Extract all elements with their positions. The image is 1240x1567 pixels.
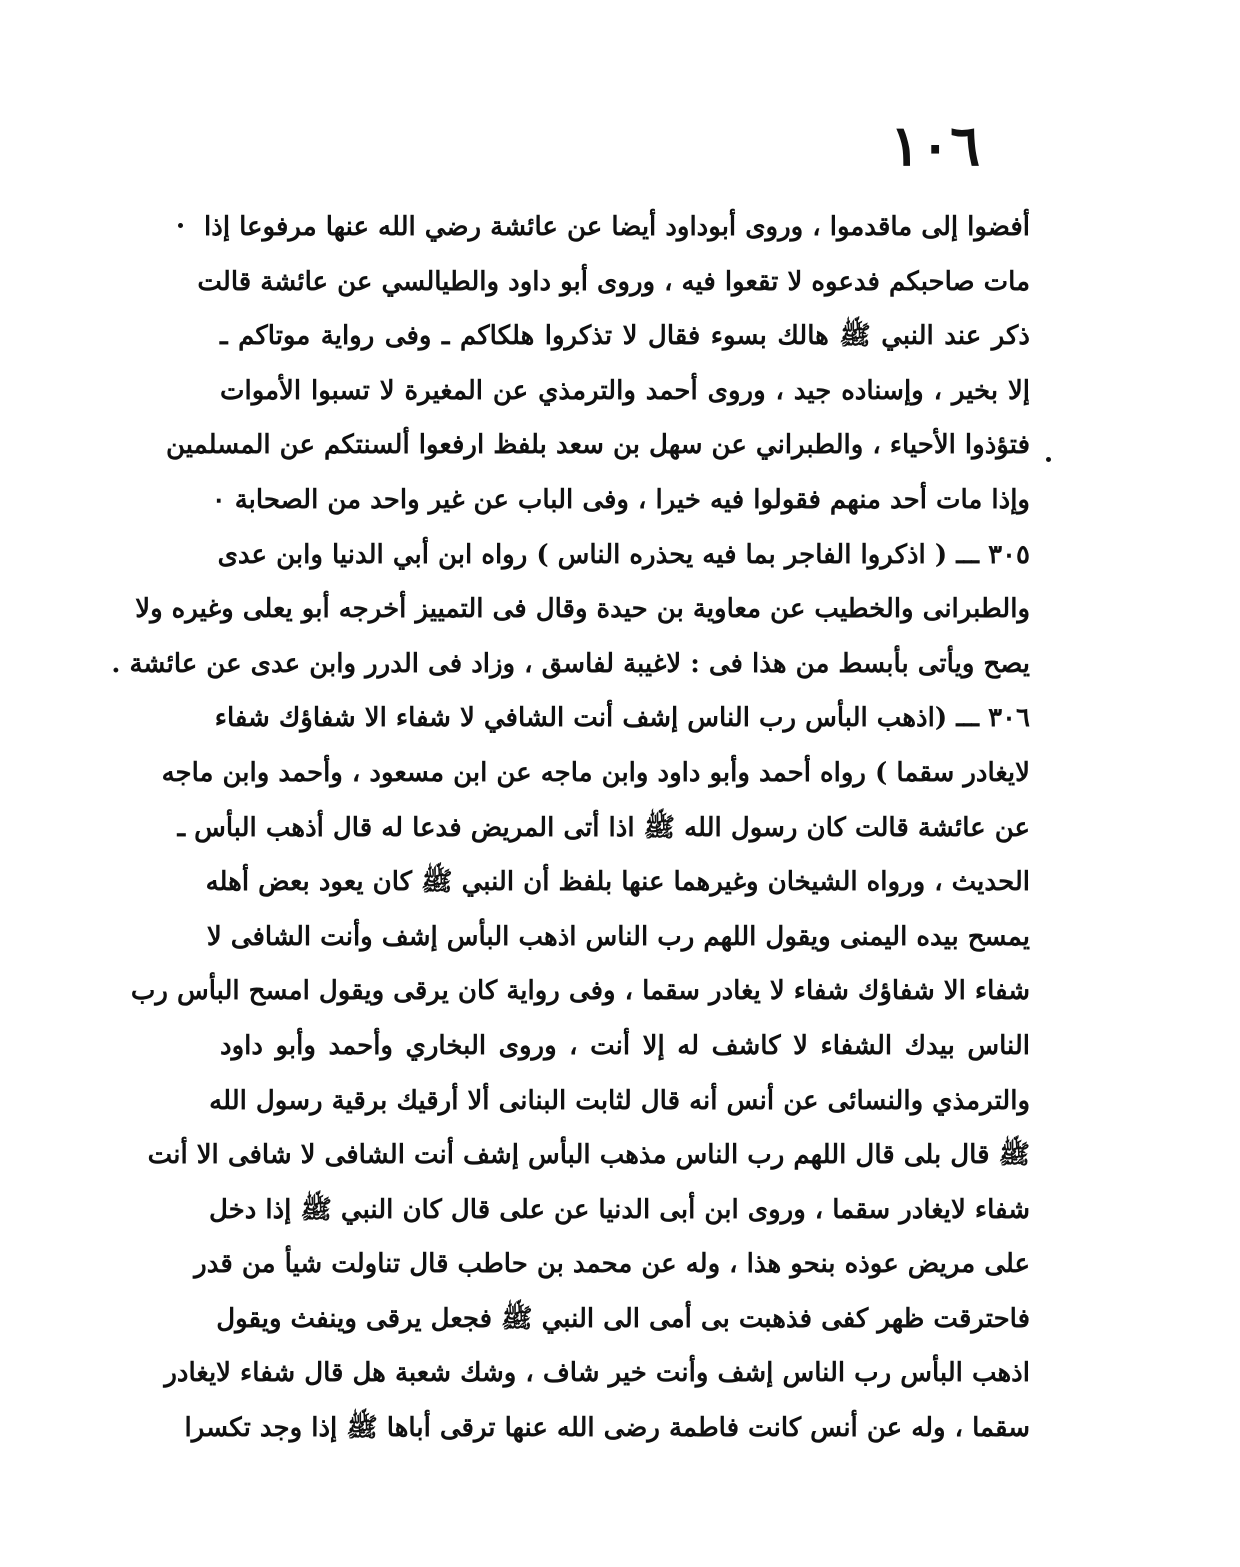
text-line: ﷺ قال بلى قال اللهم رب الناس مذهب البأس إشف أنت الشافى لا شافى الا أنت: [147, 1140, 1030, 1171]
text-line: فتؤذوا الأحياء ، والطبراني عن سهل بن سعد بلفظ ارفعوا ألسنتكم عن المسلمين: [165, 430, 1030, 461]
text-line: ٣٠٥ ـــ ( اذكروا الفاجر بما فيه يحذره الناس ) رواه ابن أبي الدنيا وابن عدى: [217, 539, 1030, 570]
text-line: والطبرانى والخطيب عن معاوية بن حيدة وقال فى التمييز أخرجه أبو يعلى وغيره ولا: [135, 594, 1030, 625]
text-line: على مريض عوذه بنحو هذا ، وله عن محمد بن حاطب قال تناولت شيأ من قدر: [194, 1249, 1030, 1280]
margin-dot: [1046, 457, 1051, 462]
text-line: الناس بيدك الشفاء لا كاشف له إلا أنت ، وروى البخاري وأحمد وأبو داود: [220, 1030, 1030, 1061]
text-line: ٣٠٦ ـــ (اذهب البأس رب الناس إشف أنت الشافي لا شفاء الا شفاؤك شفاء: [214, 703, 1030, 734]
text-line: الحديث ، ورواه الشيخان وغيرهما عنها بلفظ أن النبي ﷺ كان يعود بعض أهله: [205, 867, 1030, 898]
page-number: ١٠٦: [890, 113, 981, 179]
text-line: اذهب البأس رب الناس إشف وأنت خير شاف ، وشك شعبة هل قال شفاء لايغادر: [164, 1358, 1030, 1389]
margin-dot: [178, 223, 183, 228]
text-line: عن عائشة قالت كان رسول الله ﷺ اذا أتى المريض فدعا له قال أذهب البأس ـ: [177, 812, 1030, 843]
text-line: لايغادر سقما ) رواه أحمد وأبو داود وابن ماجه عن ابن مسعود ، وأحمد وابن ماجه: [161, 757, 1030, 788]
text-line: والترمذي والنسائى عن أنس أنه قال لثابت البنانى ألا أرقيك برقية رسول الله: [209, 1085, 1030, 1116]
text-line: شفاء الا شفاؤك شفاء لا يغادر سقما ، وفى رواية كان يرقى ويقول امسح البأس رب: [130, 976, 1030, 1007]
text-line: فاحترقت ظهر كفى فذهبت بى أمى الى النبي ﷺ فجعل يرقى وينفث ويقول: [216, 1303, 1030, 1334]
text-line: مات صاحبكم فدعوه لا تقعوا فيه ، وروى أبو داود والطيالسي عن عائشة قالت: [197, 266, 1030, 297]
text-line: يصح ويأتى بأبسط من هذا فى : لاغيبة لفاسق ، وزاد فى الدرر وابن عدى عن عائشة .: [111, 648, 1030, 679]
text-line: شفاء لايغادر سقما ، وروى ابن أبى الدنيا عن على قال كان النبي ﷺ إذا دخل: [208, 1194, 1030, 1225]
body-text: [111, 200, 1030, 1456]
text-line: أفضوا إلى ماقدموا ، وروى أبوداود أيضا عن عائشة رضي الله عنها مرفوعا إذا: [204, 212, 1030, 242]
text-line: ذكر عند النبي ﷺ هالك بسوء فقال لا تذكروا هلكاكم ـ وفى رواية موتاكم ـ: [220, 321, 1030, 352]
text-line: وإذا مات أحد منهم فقولوا فيه خيرا ، وفى الباب عن غير واحد من الصحابة ٠: [211, 484, 1030, 515]
text-line: سقما ، وله عن أنس كانت فاطمة رضى الله عنها ترقى أباها ﷺ إذا وجد تكسرا: [184, 1413, 1030, 1444]
text-line: يمسح بيده اليمنى ويقول اللهم رب الناس اذهب البأس إشف وأنت الشافى لا: [206, 921, 1030, 952]
text-line: إلا بخير ، وإسناده جيد ، وروى أحمد والترمذي عن المغيرة لا تسبوا الأموات: [220, 375, 1030, 406]
